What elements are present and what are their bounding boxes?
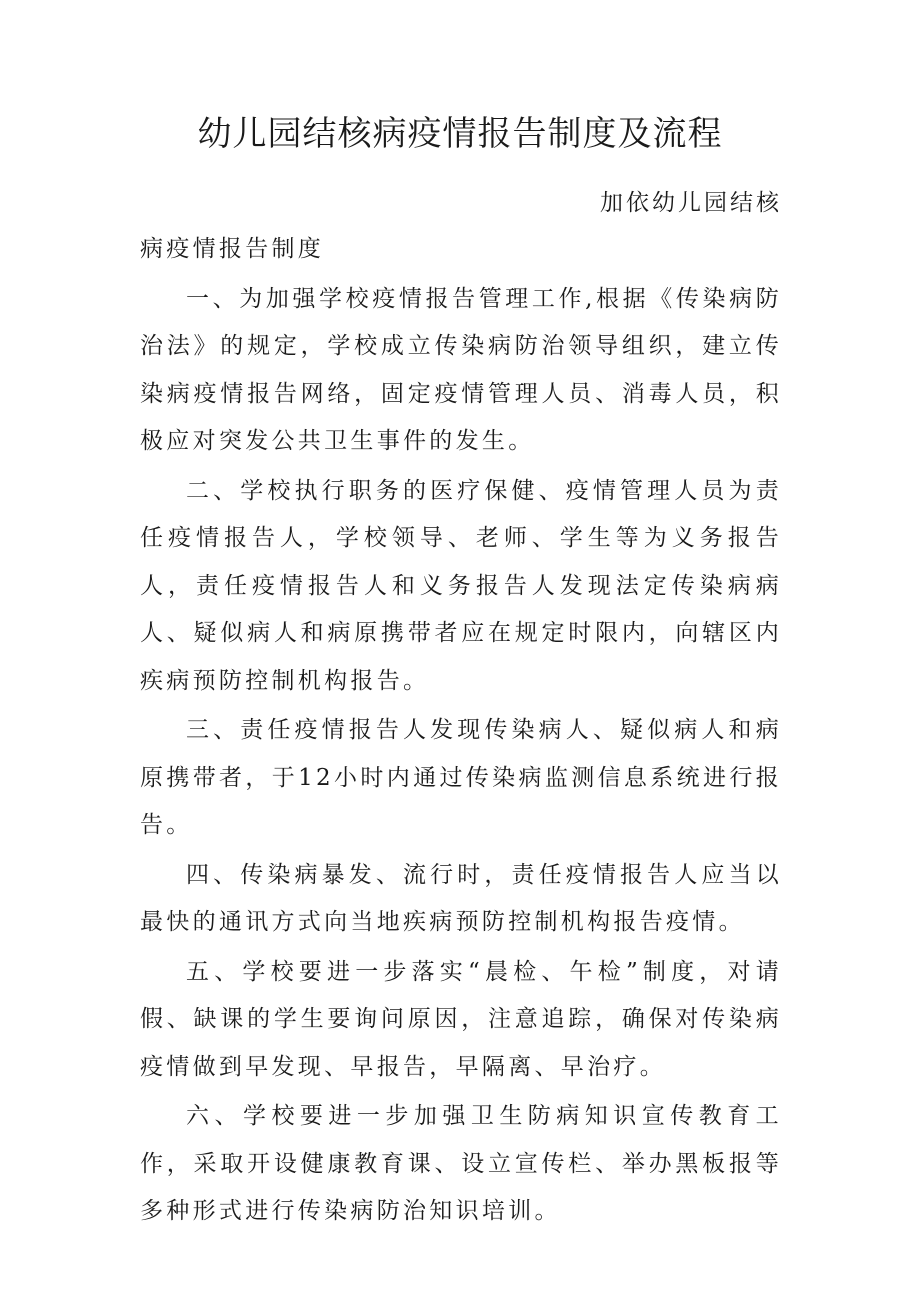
- paragraph-6: 六、学校要进一步加强卫生防病知识宣传教育工作，采取开设健康教育课、设立宣传栏、举办黑板报等多种形式进行传染病防治知识培训。: [140, 1103, 782, 1224]
- organization-line: 加依幼儿园结核: [600, 190, 782, 216]
- document-title: 幼儿园结核病疫情报告制度及流程: [197, 114, 723, 154]
- paragraph-1: 一、为加强学校疫情报告管理工作,根据《传染病防治法》的规定，学校成立传染病防治领导组织，建立传染病疫情报告网络，固定疫情管理人员、消毒人员，积极应对突发公共卫生事件的发生。: [140, 285, 782, 454]
- paragraph-5: 五、学校要进一步落实“晨检、午检”制度，对请假、缺课的学生要询问原因，注意追踪，确保对传染病疫情做到早发现、早报告，早隔离、早治疗。: [140, 958, 782, 1080]
- document-body: [140, 226, 782, 1236]
- section-heading: 病疫情报告制度: [140, 236, 325, 262]
- paragraph-3: 三、责任疫情报告人发现传染病人、疑似病人和病原携带者，于12小时内通过传染病监测信息系统进行报告。: [140, 717, 782, 838]
- paragraph-4: 四、传染病暴发、流行时，责任疫情报告人应当以最快的通讯方式向当地疾病预防控制机构报告疫情。: [140, 861, 782, 935]
- paragraph-2: 二、学校执行职务的医疗保健、疫情管理人员为责任疫情报告人，学校领导、老师、学生等为义务报告人，责任疫情报告人和义务报告人发现法定传染病病人、疑似病人和病原携带者应在规定时限内，向辖区内疾病预防控制机构报告。: [140, 477, 782, 694]
